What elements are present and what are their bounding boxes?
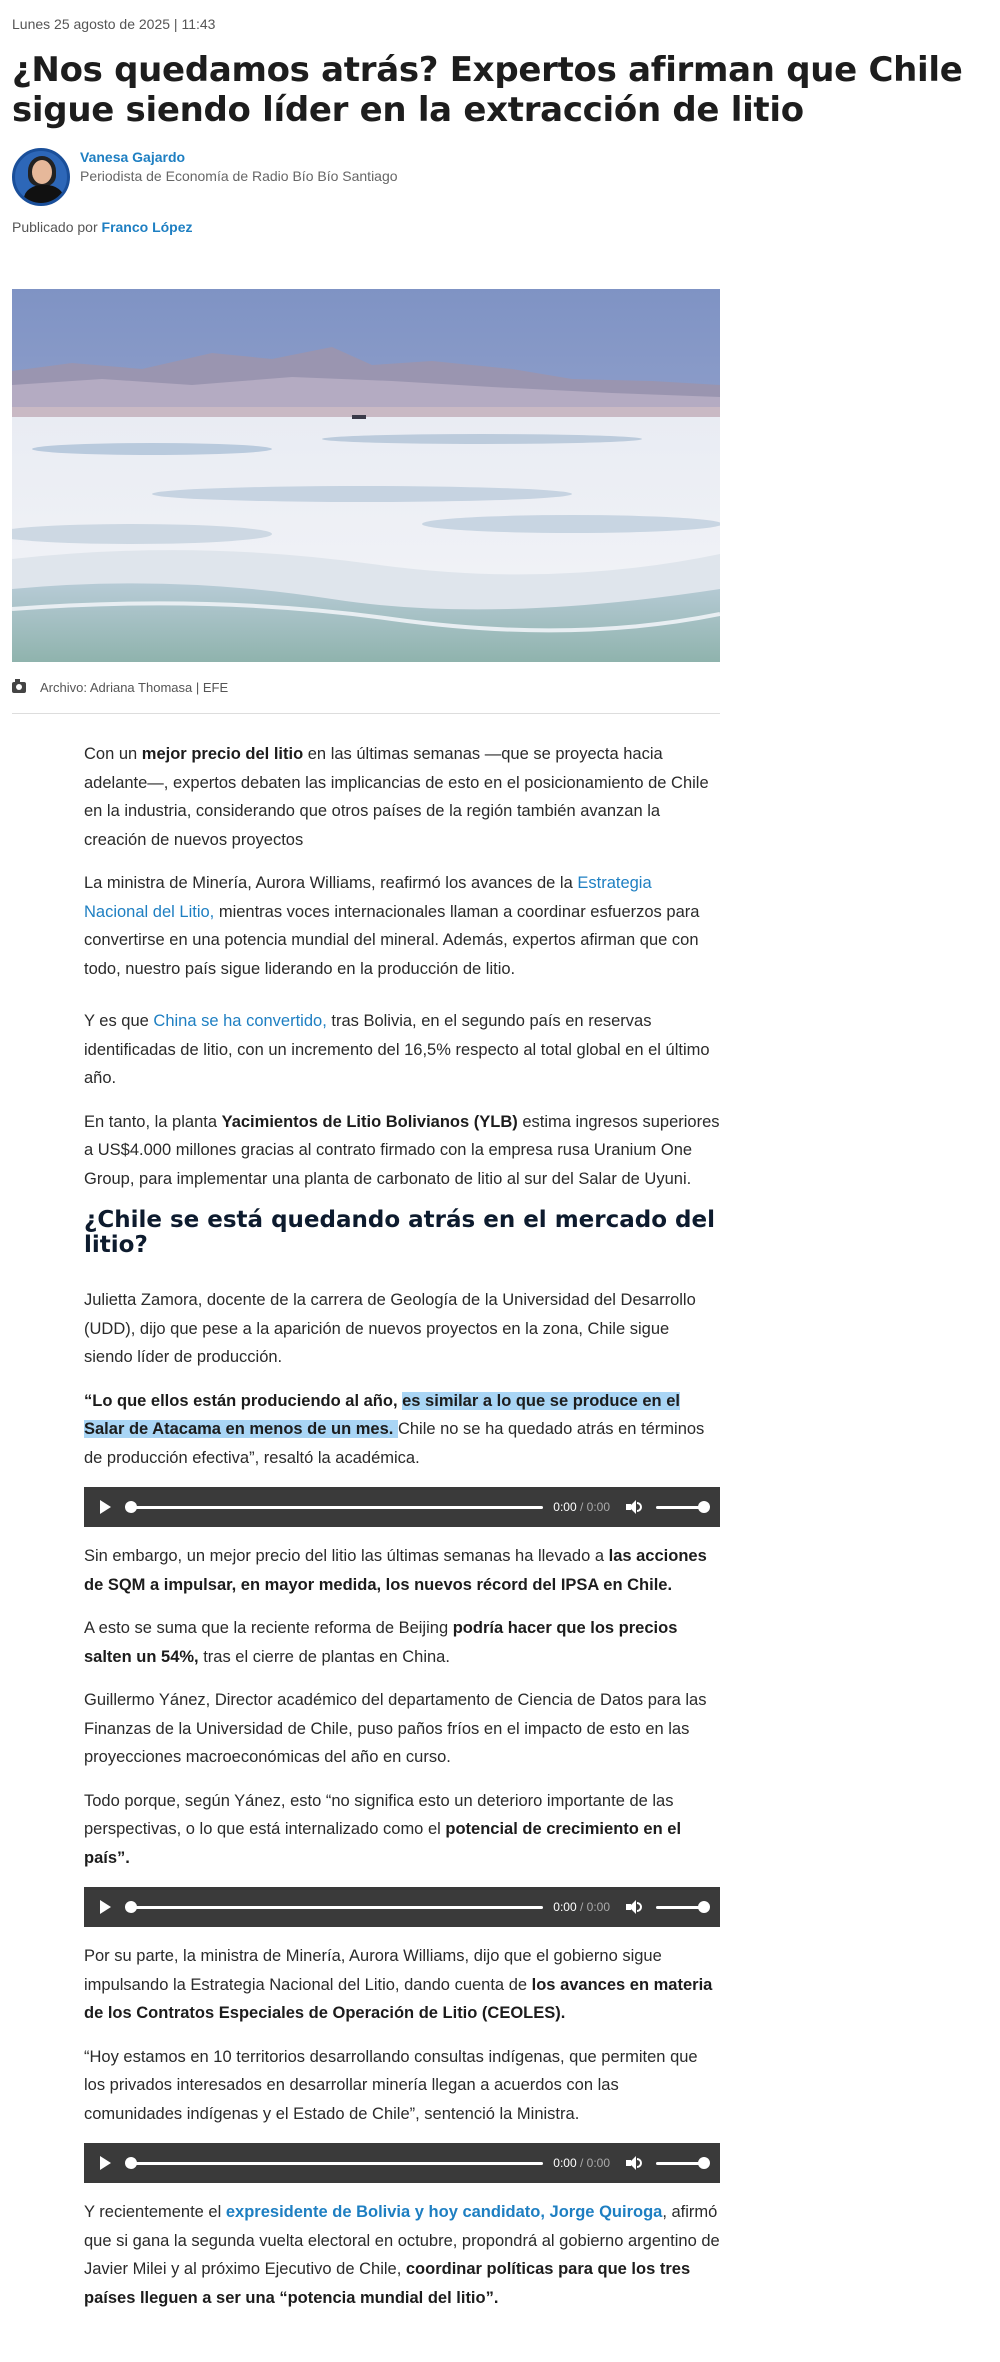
paragraph-1: Con un mejor precio del litio en las últimas semanas —que se proyecta hacia adelante—, expertos debaten las implicancias de esto en el posicionamiento de Chile en la industria, considerando que otros países de la región también avanzan la creación de nuevos proyectos [84,745,709,849]
volume-icon[interactable] [626,1500,642,1514]
article-headline: ¿Nos quedamos atrás? Expertos afirman que Chile sigue siendo líder en la extracción de litio [12,50,963,130]
published-prefix: Publicado por [12,219,98,235]
author-byline [12,148,398,208]
seek-bar[interactable] [127,2162,543,2165]
author-name-link[interactable]: Vanesa Gajardo [80,149,186,165]
time-display: 0:00 / 0:00 [553,1900,610,1914]
link-china-se-ha-convertido[interactable]: China se ha convertido, [153,1012,327,1030]
author-role: Periodista de Economía de Radio Bío Bío Santiago [80,168,398,184]
highlighted-quote: es similar a lo que se produce en el Salar de Atacama en menos de un mes. [84,1391,680,1438]
audio-player-1 [84,1487,720,1527]
seek-bar[interactable] [127,1906,543,1909]
time-display: 0:00 / 0:00 [553,1500,610,1514]
paragraph-11: Por su parte, la ministra de Minería, Aurora Williams, dijo que el gobierno sigue impulsando la Estrategia Nacional del Litio, dando cuenta de los avances en materia de los Contratos Especiales de Operación de Litio (CEOLES). [84,1947,713,2022]
play-icon[interactable] [100,1500,111,1514]
avatar[interactable] [12,148,70,206]
section-heading: ¿Chile se está quedando atrás en el mercado del litio? [84,1207,715,1258]
time-display: 0:00 / 0:00 [553,2156,610,2170]
paragraph-12: “Hoy estamos en 10 territorios desarrollando consultas indígenas, que permiten que los privados interesados en desarrollar minería llegan a acuerdos con las comunidades indígenas y el Estado de Chile”, sentenció la Ministra. [84,2047,698,2123]
camera-icon [12,682,26,693]
volume-slider[interactable] [656,2162,706,2165]
paragraph-13: Y recientemente el expresidente de Bolivia y hoy candidato, Jorge Quiroga, afirmó que si gana la segunda vuelta electoral en octubre, propondrá al gobierno argentino de Javier Milei y al próximo Ejecutivo de Chile, coordinar políticas para que los tres países lleguen a ser una “potencia mundial del litio”. [84,2203,720,2307]
paragraph-10: Todo porque, según Yánez, esto “no significa esto un deterioro importante de las perspectivas, o lo que está internalizado como el potencial de crecimiento en el país”. [84,1791,682,1867]
article-dateline: Lunes 25 agosto de 2025 | 11:43 [12,16,216,32]
publisher-name-link[interactable]: Franco López [101,219,193,235]
image-caption [12,680,228,695]
paragraph-2: La ministra de Minería, Aurora Williams, reafirmó los avances de la Estrategia Nacional del Litio, mientras voces internacionales llaman a coordinar esfuerzos para convertirse en una potencia mundial del mineral. Además, expertos afirman que con todo, nuestro país sigue liderando en la producción de litio. [84,874,700,978]
volume-slider[interactable] [656,1906,706,1909]
link-jorge-quiroga[interactable]: expresidente de Bolivia y hoy candidato, Jorge Quiroga [225,2203,663,2221]
paragraph-4: En tanto, la planta Yacimientos de Litio Bolivianos (YLB) estima ingresos superiores a US$4.000 millones gracias al contrato firmado con la empresa rusa Uranium One Group, para implementar una planta de carbonato de litio al sur del Salar de Uyuni. [84,1112,720,1188]
volume-slider[interactable] [656,1506,706,1509]
play-icon[interactable] [100,2156,111,2170]
paragraph-3: Y es que China se ha convertido, tras Bolivia, en el segundo país en reservas identificadas de litio, con un incremento del 16,5% respecto al total global en el último año. [84,1012,710,1087]
volume-icon[interactable] [626,1900,642,1914]
divider [12,713,720,714]
caption-text: Archivo: Adriana Thomasa | EFE [40,680,229,695]
paragraph-7: Sin embargo, un mejor precio del litio las últimas semanas ha llevado a las acciones de SQM a impulsar, en mayor medida, los nuevos récord del IPSA en Chile. [84,1547,707,1594]
paragraph-9: Guillermo Yánez, Director académico del departamento de Ciencia de Datos para las Finanzas de la Universidad de Chile, puso paños fríos en el impacto de esto en las proyecciones macroeconómicas del año en curso. [84,1691,707,1766]
hero-image [12,289,720,662]
volume-icon[interactable] [626,2156,642,2170]
paragraph-8: A esto se suma que la reciente reforma de Beijing podría hacer que los precios salten un 54%, tras el cierre de plantas en China. [84,1619,678,1666]
published-by [12,219,193,235]
play-icon[interactable] [100,1900,111,1914]
article-body [84,740,720,2327]
audio-player-2 [84,1887,720,1927]
paragraph-5: Julietta Zamora, docente de la carrera de Geología de la Universidad del Desarrollo (UDD), dijo que pese a la aparición de nuevos proyectos en la zona, Chile sigue siendo líder de producción. [84,1291,696,1366]
paragraph-6-quote: “Lo que ellos están produciendo al año, es similar a lo que se produce en el Salar de Atacama en menos de un mes. Chile no se ha quedado atrás en términos de producción efectiva”, resaltó la académica. [84,1391,705,1467]
seek-bar[interactable] [127,1506,543,1509]
link-estrategia-nacional-litio[interactable]: Estrategia Nacional del Litio, [84,874,652,921]
audio-player-3 [84,2143,720,2183]
